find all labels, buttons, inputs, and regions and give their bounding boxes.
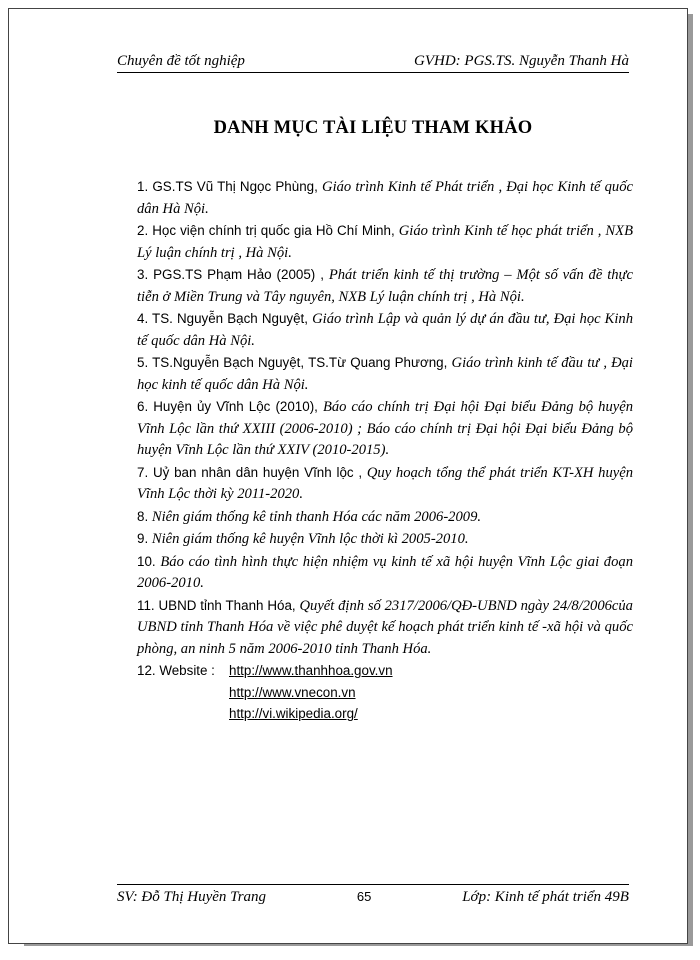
reference-item [137, 528, 633, 551]
reference-item [137, 308, 633, 352]
websites-label: 12. Website : [137, 663, 215, 678]
reference-item [137, 220, 633, 264]
header-topic: Chuyên đề tốt nghiệp [117, 53, 245, 69]
website-links [229, 660, 393, 725]
reference-author: 8. [137, 508, 152, 524]
reference-item [137, 506, 633, 529]
reference-author: 1. GS.TS Vũ Thị Ngọc Phùng, [137, 179, 323, 194]
reference-title: Quy hoạch tổng thể phát triển KT-XH huyện Vĩnh Lộc thời kỳ 2011-2020. [137, 464, 633, 502]
reference-author: 2. Học viện chính trị quốc gia Hồ Chí Minh, [137, 223, 399, 238]
reference-item [137, 595, 633, 661]
reference-item [137, 462, 633, 506]
reference-item [137, 551, 633, 595]
reference-list [137, 176, 633, 725]
page-footer [117, 884, 629, 911]
header-supervisor: GVHD: PGS.TS. Nguyễn Thanh Hà [414, 53, 629, 69]
page-header [117, 48, 629, 73]
reference-title: Giáo trình kinh tế đầu tư , Đại học kinh tế quốc dân Hà Nội. [137, 355, 633, 393]
reference-item [137, 264, 633, 308]
website-link-vnecon[interactable]: http://www.vnecon.vn [229, 684, 356, 700]
reference-websites [137, 660, 633, 725]
reference-author: 11. UBND tỉnh Thanh Hóa, [137, 597, 300, 613]
footer-class: Lớp: Kinh tế phát triển 49B [462, 889, 629, 905]
page-number: 65 [356, 889, 372, 904]
reference-author: 5. TS.Nguyễn Bạch Nguyệt, TS.Từ Quang Phương, [137, 355, 452, 370]
reference-item [137, 352, 633, 396]
reference-title: Giáo trình Kinh tế học phát triển , NXB Lý luận chính trị , Hà Nội. [137, 223, 633, 261]
website-link-thanhhoa[interactable]: http://www.thanhhoa.gov.vn [229, 663, 393, 678]
reference-item [137, 176, 633, 220]
reference-title: Giáo trình Lập và quản lý dự án đầu tư, Đại học Kinh tế quốc dân Hà Nội. [137, 311, 634, 349]
reference-title: Phát triển kinh tế thị trường – Một số vấn đề thực tiễn ở Miền Trung và Tây nguyên, NXB Lý luận chính trị , Hà Nội. [137, 267, 633, 305]
website-link-wikipedia[interactable]: http://vi.wikipedia.org/ [229, 706, 358, 721]
reference-item [137, 396, 633, 462]
reference-author: 10. [137, 553, 161, 569]
reference-title: Giáo trình Kinh tế Phát triển , Đại học Kinh tế quốc dân Hà Nội. [137, 179, 634, 217]
reference-title: Báo cáo tình hình thực hiện nhiệm vụ kinh tế xã hội huyện Vĩnh Lộc giai đoạn 2006-2010. [137, 553, 633, 591]
reference-author: 9. [137, 531, 152, 546]
reference-author: 7. Uỷ ban nhân dân huyện Vĩnh lộc , [137, 464, 367, 480]
page-title: DANH MỤC TÀI LIỆU THAM KHẢO [213, 118, 533, 138]
reference-title: Báo cáo chính trị Đại hội Đại biểu Đảng bộ huyện Vĩnh Lộc lần thứ XXIII (2006-2010) ; Báo cáo chính trị Đại hội Đại biểu Đảng bộ huyện Vĩnh Lộc lần thứ XXIV (2010-2015). [137, 399, 634, 458]
footer-student: SV: Đỗ Thị Huyền Trang [117, 889, 267, 905]
reference-author: 6. Huyện ủy Vĩnh Lộc (2010), [137, 399, 323, 414]
reference-title: Niên giám thống kê huyện Vĩnh lộc thời kì 2005-2010. [151, 531, 469, 547]
reference-title: Quyết định số 2317/2006/QĐ-UBND ngày 24/8/2006của UBND tỉnh Thanh Hóa về việc phê duyệt kế hoạch phát triển kinh tế -xã hội và quốc phòng, an ninh 5 năm 2006-2010 tỉnh Thanh Hóa. [137, 597, 633, 657]
reference-author: 4. TS. Nguyễn Bạch Nguyệt, [137, 311, 313, 326]
reference-author: 3. PGS.TS Phạm Hảo (2005) , [137, 267, 329, 282]
reference-title: Niên giám thống kê tỉnh thanh Hóa các năm 2006-2009. [151, 508, 482, 525]
